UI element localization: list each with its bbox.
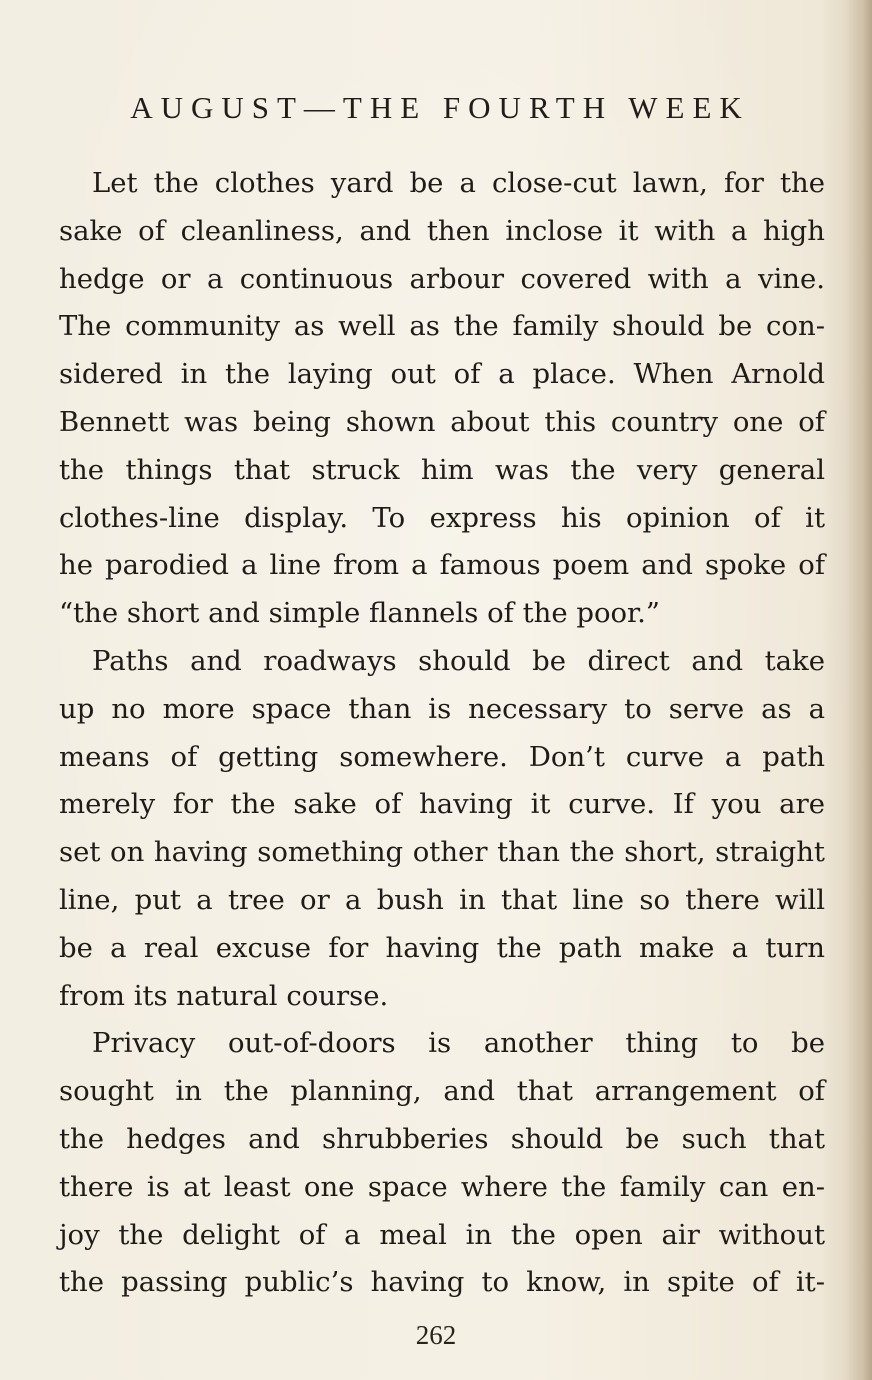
text-line: sought in the planning, and that arrangement of bbox=[59, 1075, 825, 1108]
text-line: be a real excuse for having the path make a turn bbox=[59, 931, 825, 964]
text-line: “the short and simple flannels of the poor.” bbox=[59, 597, 660, 630]
text-line: the hedges and shrubberies should be such that bbox=[59, 1122, 825, 1155]
running-head: AUGUST—THE FOURTH WEEK bbox=[130, 90, 750, 125]
text-line: clothes-line display. To express his opinion of it bbox=[59, 501, 825, 534]
text-line: up no more space than is necessary to serve as a bbox=[59, 692, 825, 725]
text-line: Paths and roadways should be direct and take bbox=[92, 644, 825, 677]
text-line: merely for the sake of having it curve. If you are bbox=[59, 788, 825, 821]
text-line: Bennett was being shown about this country one of bbox=[59, 405, 825, 438]
text-line: set on having something other than the short, straight bbox=[59, 836, 825, 869]
page-edge-shadow bbox=[846, 0, 872, 1380]
text-line: Let the clothes yard be a close-cut lawn, for the bbox=[92, 167, 825, 199]
page-number: 262 bbox=[415, 1320, 457, 1350]
text-line: there is at least one space where the family can en- bbox=[59, 1170, 825, 1203]
text-line: Privacy out-of-doors is another thing to be bbox=[92, 1027, 825, 1060]
text-line: means of getting somewhere. Don’t curve a path bbox=[59, 740, 825, 773]
text-line: from its natural course. bbox=[59, 979, 389, 1012]
body-text bbox=[59, 160, 825, 1307]
text-line: sidered in the laying out of a place. When Arnold bbox=[59, 358, 825, 391]
text-line: he parodied a line from a famous poem and spoke of bbox=[59, 549, 825, 582]
text-line: the passing public’s having to know, in spite of it- bbox=[59, 1266, 825, 1299]
text-line: sake of cleanliness, and then inclose it with a high bbox=[59, 214, 825, 247]
text-line: The community as well as the family should be con- bbox=[59, 310, 825, 343]
text-line: line, put a tree or a bush in that line so there will bbox=[59, 883, 825, 916]
text-line: the things that struck him was the very general bbox=[59, 453, 825, 486]
text-line: hedge or a continuous arbour covered with a vine. bbox=[59, 262, 825, 295]
text-line: joy the delight of a meal in the open air without bbox=[59, 1218, 825, 1251]
